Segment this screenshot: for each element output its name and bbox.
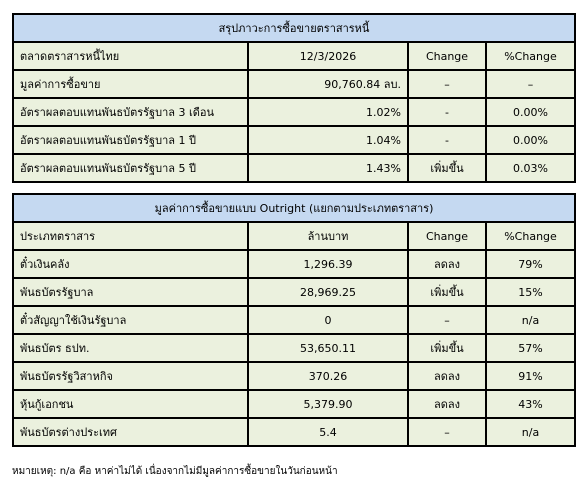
summary-header-row	[13, 42, 575, 70]
row-amount: 53,650.11	[248, 334, 408, 362]
row-change: ลดลง	[408, 390, 486, 418]
summary-title: สรุปภาวะการซื้อขายตราสารหนี้	[13, 14, 575, 42]
row-change: -	[408, 98, 486, 126]
row-amount: 5.4	[248, 418, 408, 446]
row-pct-change: 0.03%	[486, 154, 575, 182]
row-label: ตั๋วสัญญาใช้เงินรัฐบาล	[13, 306, 248, 334]
row-value: 1.04%	[248, 126, 408, 154]
row-amount: 5,379.90	[248, 390, 408, 418]
row-amount: 1,296.39	[248, 250, 408, 278]
summary-row	[13, 98, 575, 126]
row-change: เพิ่มขึ้น	[408, 278, 486, 306]
outright-row	[13, 418, 575, 446]
pct-change-header: %Change	[486, 222, 575, 250]
row-label: อัตราผลตอบแทนพันธบัตรรัฐบาล 5 ปี	[13, 154, 248, 182]
change-header: Change	[408, 222, 486, 250]
row-change: –	[408, 418, 486, 446]
change-header: Change	[408, 42, 486, 70]
row-label: พันธบัตรรัฐบาล	[13, 278, 248, 306]
row-label: อัตราผลตอบแทนพันธบัตรรัฐบาล 3 เดือน	[13, 98, 248, 126]
row-amount: 370.26	[248, 362, 408, 390]
summary-row	[13, 126, 575, 154]
row-label: อัตราผลตอบแทนพันธบัตรรัฐบาล 1 ปี	[13, 126, 248, 154]
row-pct-change: 91%	[486, 362, 575, 390]
row-label: มูลค่าการซื้อขาย	[13, 70, 248, 98]
outright-row	[13, 278, 575, 306]
row-pct-change: 43%	[486, 390, 575, 418]
row-label: ตั๋วเงินคลัง	[13, 250, 248, 278]
outright-row	[13, 334, 575, 362]
row-value: 1.43%	[248, 154, 408, 182]
outright-row	[13, 306, 575, 334]
row-pct-change: n/a	[486, 418, 575, 446]
row-value: 1.02%	[248, 98, 408, 126]
outright-row	[13, 390, 575, 418]
row-pct-change: 15%	[486, 278, 575, 306]
row-value: 90,760.84 ลบ.	[248, 70, 408, 98]
row-pct-change: 57%	[486, 334, 575, 362]
row-label: พันธบัตร ธปท.	[13, 334, 248, 362]
row-label: หุ้นกู้เอกชน	[13, 390, 248, 418]
outright-title: มูลค่าการซื้อขายแบบ Outright (แยกตามประเภทตราสาร)	[13, 194, 575, 222]
type-header: ประเภทตราสาร	[13, 222, 248, 250]
amount-header: ล้านบาท	[248, 222, 408, 250]
pct-change-header: %Change	[486, 42, 575, 70]
row-amount: 0	[248, 306, 408, 334]
market-label: ตลาดตราสารหนี้ไทย	[13, 42, 248, 70]
summary-row	[13, 154, 575, 182]
row-pct-change: n/a	[486, 306, 575, 334]
row-pct-change: 0.00%	[486, 126, 575, 154]
row-label: พันธบัตรต่างประเทศ	[13, 418, 248, 446]
outright-row	[13, 362, 575, 390]
row-pct-change: –	[486, 70, 575, 98]
row-change: –	[408, 70, 486, 98]
summary-table	[12, 13, 576, 183]
row-amount: 28,969.25	[248, 278, 408, 306]
row-change: ลดลง	[408, 362, 486, 390]
row-pct-change: 0.00%	[486, 98, 575, 126]
row-change: เพิ่มขึ้น	[408, 154, 486, 182]
row-change: -	[408, 126, 486, 154]
row-label: พันธบัตรรัฐวิสาหกิจ	[13, 362, 248, 390]
row-change: ลดลง	[408, 250, 486, 278]
row-change: เพิ่มขึ้น	[408, 334, 486, 362]
outright-header-row	[13, 222, 575, 250]
row-change: –	[408, 306, 486, 334]
outright-row	[13, 250, 575, 278]
summary-row	[13, 70, 575, 98]
date-header: 12/3/2026	[248, 42, 408, 70]
footnote: หมายเหตุ: n/a คือ หาค่าไม่ได้ เนื่องจากไม่มีมูลค่าการซื้อขายในวันก่อนหน้า	[12, 466, 338, 477]
row-pct-change: 79%	[486, 250, 575, 278]
outright-table	[12, 193, 576, 447]
